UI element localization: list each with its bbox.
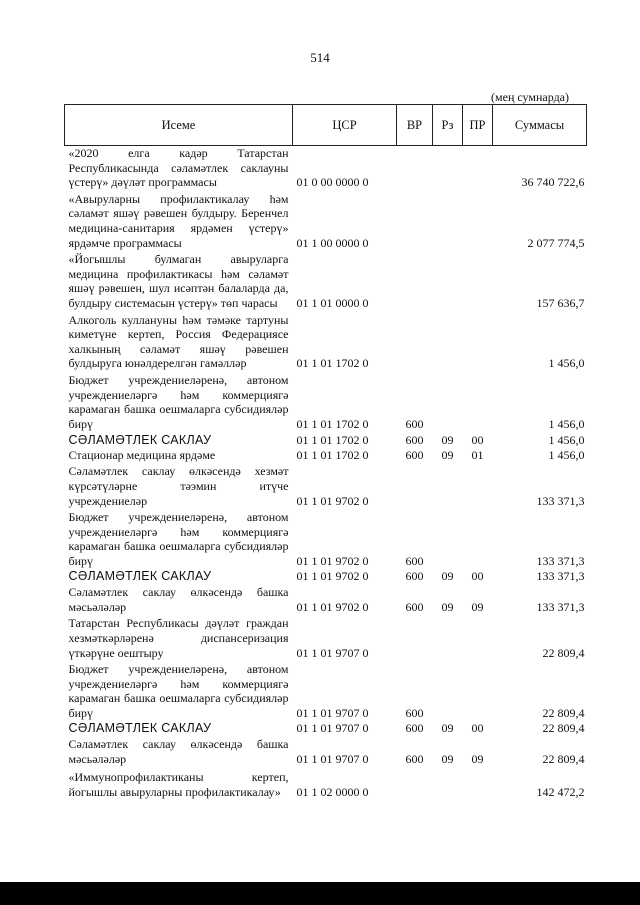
- header-csr: ЦСР: [293, 105, 397, 146]
- row-vr: [397, 462, 433, 508]
- row-pr: 09: [471, 599, 484, 614]
- table-row: [65, 250, 587, 310]
- row-rz: 09: [441, 720, 454, 735]
- row-pr: [463, 508, 493, 568]
- row-code: 01 1 01 9702 0: [296, 554, 369, 569]
- row-vr: 600: [405, 705, 424, 720]
- row-code: 01 1 02 0000 0: [296, 784, 369, 799]
- row-code: 01 0 00 0000 0: [296, 175, 369, 190]
- row-amount: 1 456,0: [548, 447, 585, 462]
- row-name: Татарстан Республикасы дәүләт граждан хезмәткәрләренә диспансеризация үткәрүне оештыру: [68, 616, 289, 660]
- table-body: [65, 146, 587, 800]
- row-vr: [397, 190, 433, 250]
- table-row: [65, 448, 587, 463]
- row-rz: 09: [441, 568, 454, 583]
- table-header-row: [65, 105, 587, 146]
- row-amount: 157 636,7: [536, 295, 585, 310]
- header-rz: Рз: [433, 105, 463, 146]
- header-amount: Суммасы: [493, 105, 587, 146]
- row-vr: [397, 766, 433, 799]
- row-code: 01 1 01 9702 0: [296, 599, 369, 614]
- page-number: 514: [310, 50, 330, 65]
- row-vr: [397, 311, 433, 371]
- row-vr: [397, 146, 433, 190]
- row-vr: 600: [405, 568, 424, 583]
- row-amount: 133 371,3: [536, 568, 585, 583]
- table-row: [65, 583, 587, 614]
- row-name: Бюджет учреждениеләренә, автоном учреждениеләргә һәм коммерциягә карамаган башка оешмаларга субсидияләр бирү: [68, 372, 289, 431]
- row-amount: 22 809,4: [542, 645, 585, 660]
- table-row: [65, 371, 587, 431]
- row-name: Бюджет учреждениеләренә, автоном учреждениеләргә һәм коммерциягә карамаган башка оешмаларга субсидияләр бирү: [68, 510, 289, 569]
- row-pr: 00: [471, 720, 484, 735]
- table-row: [65, 735, 587, 766]
- row-name: Сәламәтлек саклау өлкәсендә хезмәт күрсәтүләрне тәэмин итүче учреждениеләр: [68, 464, 289, 508]
- table-row: [65, 311, 587, 371]
- row-pr: [463, 766, 493, 799]
- row-name: «Авыруларны профилактикалау һәм сәламәт яшәү рәвешен булдыру. Беренчел медицина-санитария ярдәмен үстерү» ярдәмче программасы: [68, 191, 289, 250]
- row-pr: 01: [471, 447, 484, 462]
- row-vr: 600: [405, 433, 424, 448]
- row-rz: [433, 508, 463, 568]
- row-amount: 1 456,0: [548, 356, 585, 371]
- row-name: СӘЛАМӘТЛЕК САКЛАУ: [68, 568, 212, 583]
- row-name: СӘЛАМӘТЛЕК САКЛАУ: [68, 720, 212, 735]
- row-name: СӘЛАМӘТЛЕК САКЛАУ: [68, 433, 212, 448]
- row-rz: [433, 660, 463, 720]
- row-amount: 142 472,2: [536, 784, 585, 799]
- row-rz: 09: [441, 599, 454, 614]
- table-row: [65, 569, 587, 584]
- table-row: [65, 660, 587, 720]
- table-row: [65, 462, 587, 508]
- row-vr: 600: [405, 554, 424, 569]
- units-note: (мең сумнарда): [491, 90, 569, 104]
- row-name: «Иммунопрофилактиканы кертеп, йогышлы авыруларны профилактикалау»: [68, 770, 289, 799]
- row-pr: 00: [471, 568, 484, 583]
- table-row: [65, 766, 587, 799]
- row-pr: [463, 614, 493, 660]
- row-code: 01 1 01 0000 0: [296, 295, 369, 310]
- row-pr: [463, 462, 493, 508]
- row-amount: 36 740 722,6: [521, 175, 585, 190]
- row-vr: 600: [405, 720, 424, 735]
- row-pr: [463, 371, 493, 431]
- row-rz: [433, 190, 463, 250]
- row-rz: [433, 614, 463, 660]
- row-code: 01 1 01 9702 0: [296, 493, 369, 508]
- row-name: Сәламәтлек саклау өлкәсендә башка мәсьәләләр: [68, 585, 289, 614]
- row-vr: [397, 250, 433, 310]
- row-name: Сәламәтлек саклау өлкәсендә башка мәсьәләләр: [68, 737, 289, 766]
- table-row: [65, 431, 587, 448]
- row-name: Алкоголь куллануны һәм тәмәке тартуны киметүне кертеп, Россия Федерациясе халкының сәламәт яшәү рәвешен булдыруга юнәлдерелгән гамәлләр: [68, 312, 289, 371]
- scan-bottom-border: [0, 882, 640, 905]
- row-amount: 1 456,0: [548, 433, 585, 448]
- row-rz: [433, 146, 463, 190]
- header-pr: ПР: [463, 105, 493, 146]
- row-pr: [463, 250, 493, 310]
- table-row: [65, 614, 587, 660]
- row-vr: 600: [405, 599, 424, 614]
- row-name: «2020 елга кадәр Татарстан Республикасында сәламәтлек саклауны үстерү» дәүләт программасы: [68, 146, 289, 190]
- row-name: «Йогышлы булмаган авыруларга медицина профилактикасы һәм сәламәт яшәү рәвешен, шул исәптән балаларда да, булдыру системасын үстерү» төп чарасы: [68, 252, 289, 310]
- header-vr: ВР: [397, 105, 433, 146]
- row-code: 01 1 01 9707 0: [296, 720, 369, 735]
- row-vr: 600: [405, 751, 424, 766]
- row-code: 01 1 01 1702 0: [296, 416, 369, 431]
- row-pr: [463, 190, 493, 250]
- row-code: 01 1 01 9707 0: [296, 645, 369, 660]
- row-amount: 133 371,3: [536, 599, 585, 614]
- row-name: Стационар медицина ярдәме: [68, 447, 216, 462]
- row-rz: [433, 371, 463, 431]
- table-row: [65, 508, 587, 568]
- row-amount: 133 371,3: [536, 554, 585, 569]
- row-code: 01 1 01 9702 0: [296, 568, 369, 583]
- table-row: [65, 190, 587, 250]
- row-amount: 22 809,4: [542, 720, 585, 735]
- row-code: 01 1 01 9707 0: [296, 751, 369, 766]
- row-code: 01 1 01 9707 0: [296, 705, 369, 720]
- row-amount: 22 809,4: [542, 751, 585, 766]
- row-pr: [463, 146, 493, 190]
- row-name: Бюджет учреждениеләренә, автоном учреждениеләргә һәм коммерциягә карамаган башка оешмаларга субсидияләр бирү: [68, 662, 289, 720]
- row-rz: 09: [441, 433, 454, 448]
- row-vr: 600: [405, 447, 424, 462]
- row-rz: [433, 766, 463, 799]
- row-pr: [463, 660, 493, 720]
- row-pr: 00: [471, 433, 484, 448]
- row-vr: [397, 614, 433, 660]
- table-row: [65, 721, 587, 736]
- budget-table: [64, 104, 587, 800]
- row-amount: 133 371,3: [536, 493, 585, 508]
- row-rz: [433, 250, 463, 310]
- row-rz: 09: [441, 751, 454, 766]
- row-amount: 22 809,4: [542, 705, 585, 720]
- table-row: [65, 146, 587, 190]
- row-rz: [433, 311, 463, 371]
- row-code: 01 1 01 1702 0: [296, 433, 369, 448]
- row-code: 01 1 00 0000 0: [296, 235, 369, 250]
- row-amount: 2 077 774,5: [527, 235, 585, 250]
- row-rz: [433, 462, 463, 508]
- row-pr: [463, 311, 493, 371]
- row-code: 01 1 01 1702 0: [296, 447, 369, 462]
- row-vr: 600: [405, 416, 424, 431]
- row-code: 01 1 01 1702 0: [296, 356, 369, 371]
- row-amount: 1 456,0: [548, 416, 585, 431]
- row-rz: 09: [441, 447, 454, 462]
- header-name: Исеме: [65, 105, 293, 146]
- row-pr: 09: [471, 751, 484, 766]
